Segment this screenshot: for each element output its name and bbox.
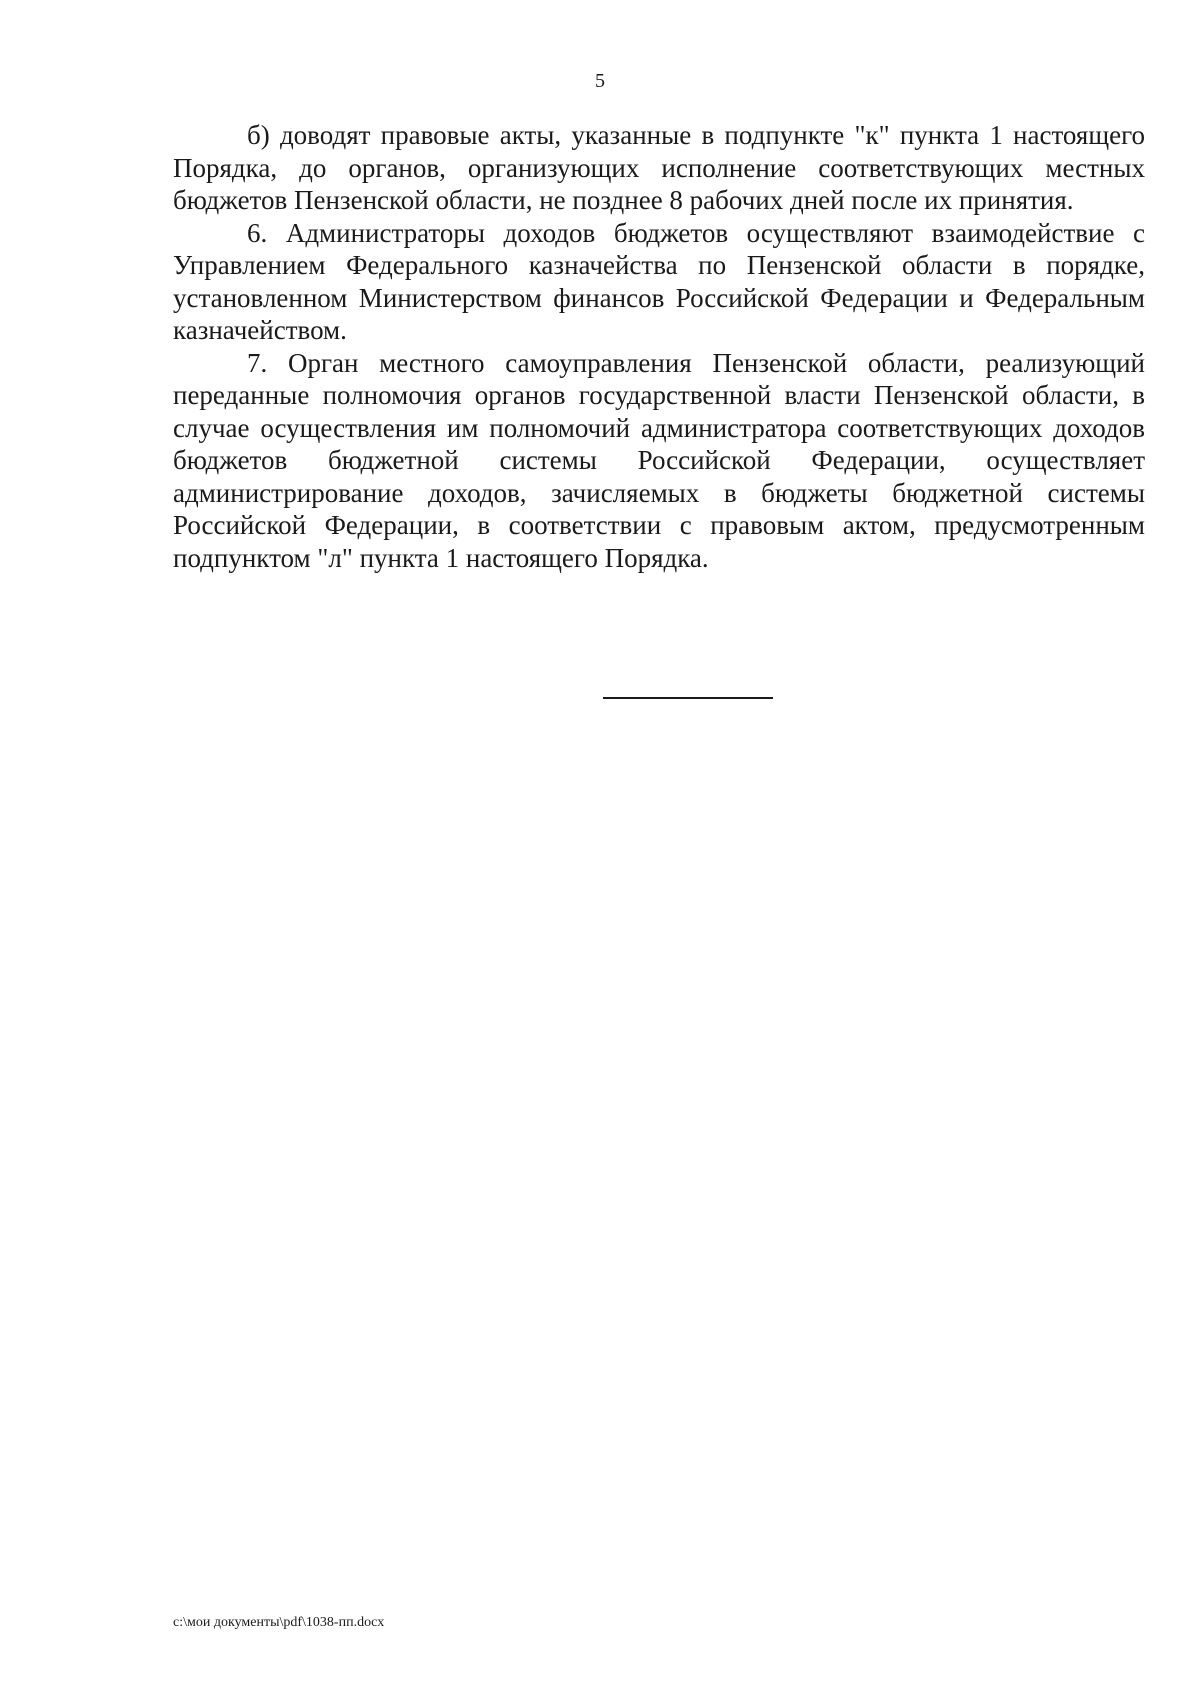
end-separator-line [603, 697, 773, 699]
footer-file-path: c:\мои документы\pdf\1038-пп.docx [173, 1615, 385, 1630]
paragraph-5b: б) доводят правовые акты, указанные в подпункте "к" пункта 1 настоящего Порядка, до органов, организующих исполнение соответствующих местных бюджетов Пензенской области, не позднее 8 рабочих дней после их принятия. [173, 120, 1145, 215]
document-body [173, 119, 1145, 574]
paragraph-7: 7. Орган местного самоуправления Пензенской области, реализующий переданные полномочия органов государственной власти Пензенской области, в случае осуществления им полномочий администратора соответствующих доходов бюджетов бюджетной системы Российской Федерации, осуществляет администрирование доходов, зачисляемых в бюджеты бюджетной системы Российской Федерации, в соответствии с правовым актом, предусмотренным подпунктом "л" пункта 1 настоящего Порядка. [173, 347, 1145, 573]
paragraph-6: 6. Администраторы доходов бюджетов осуществляют взаимодействие с Управлением Федерального казначейства по Пензенской области в порядке, установленном Министерством финансов Российской Федерации и Федеральным казначейством. [173, 217, 1145, 345]
page-number: 5 [595, 70, 605, 92]
